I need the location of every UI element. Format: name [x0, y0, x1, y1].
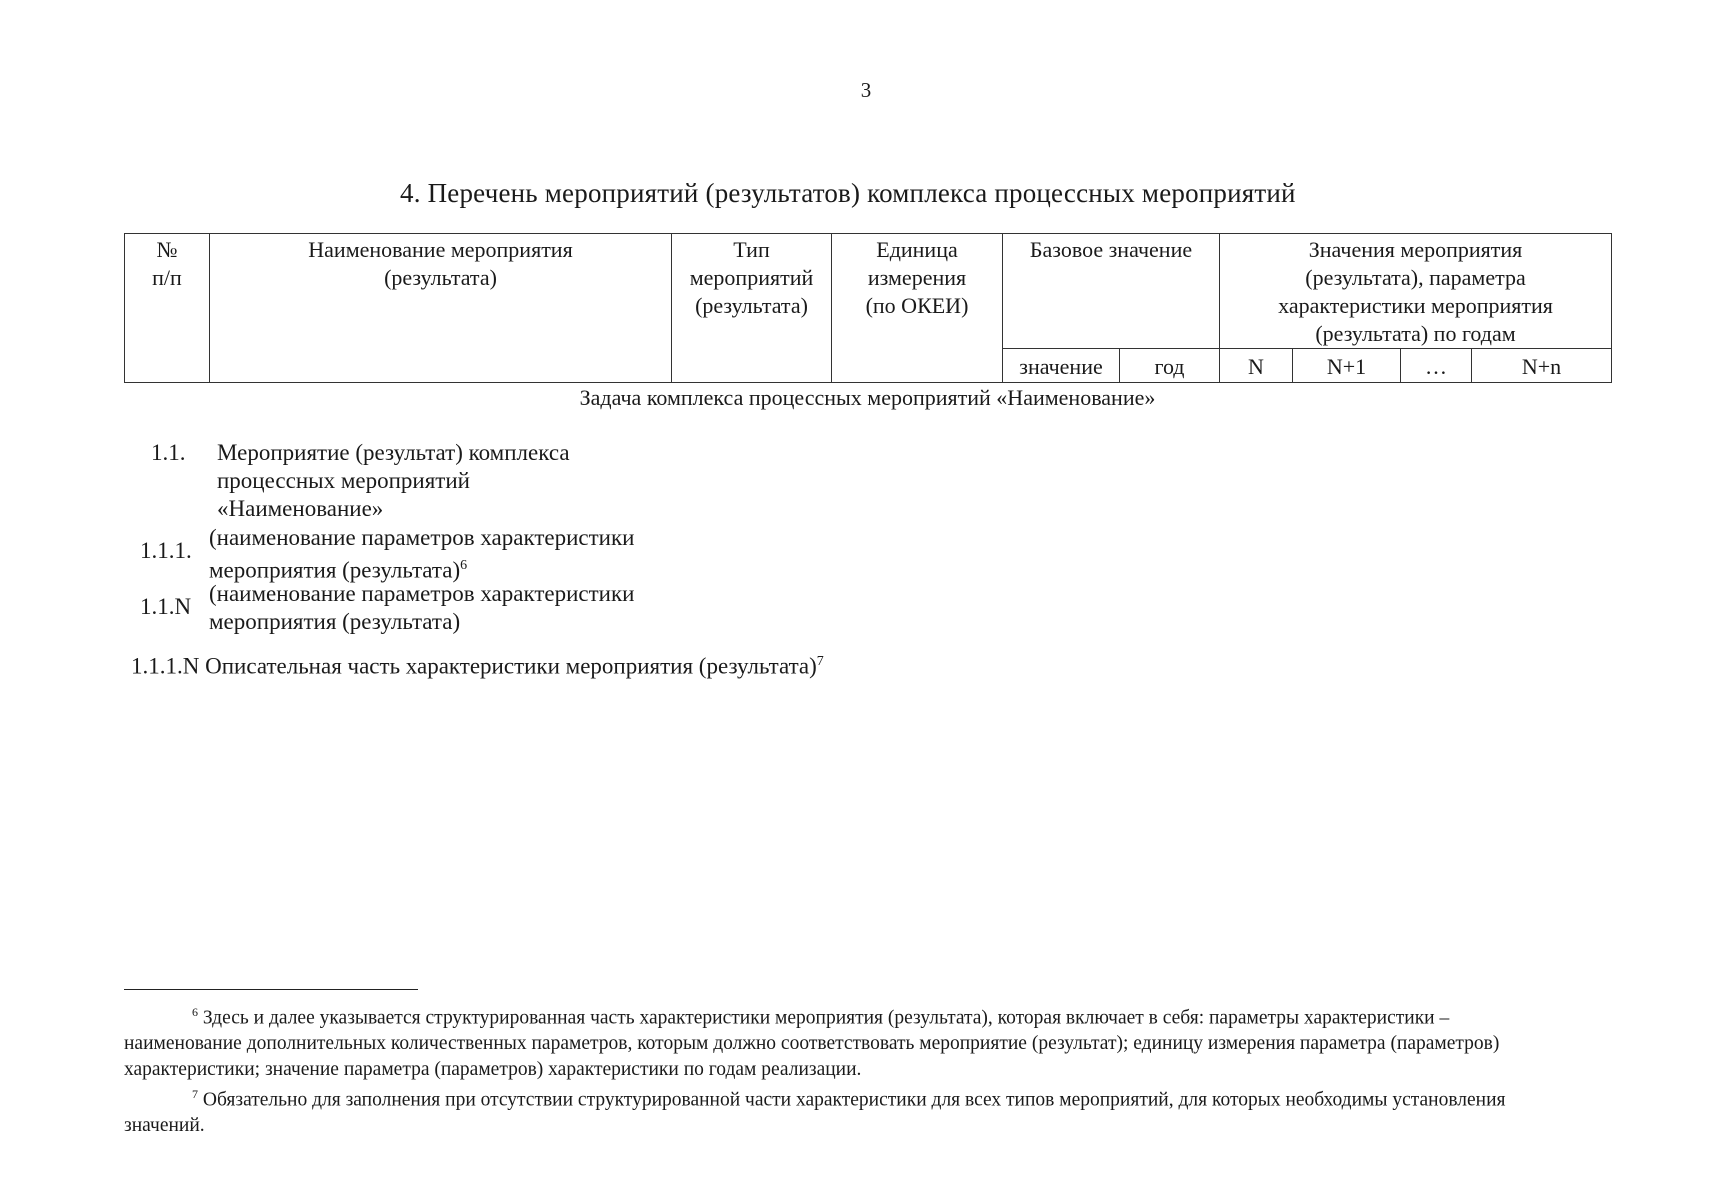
footnote-text: Здесь и далее указывается структурированная часть характеристики мероприятия (результата), которая включает в себя: параметры характеристики – наименование дополнительных количественных параметров, которым должно соответствовать мероприятие (результат); единицу измерения параметра (параметров) характеристики; значение параметра (параметров) характеристики по годам реализации.	[124, 1007, 1500, 1080]
footnote-divider	[124, 989, 418, 990]
item-text: Описательная часть характеристики мероприятия (результата)	[205, 653, 817, 679]
header-name-line: Наименование мероприятия	[308, 237, 573, 262]
list-item	[209, 580, 634, 636]
item-line: мероприятия (результата)	[209, 557, 461, 583]
section-title: 4. Перечень мероприятий (результатов) комплекса процессных мероприятий	[400, 178, 1296, 208]
header-values	[1220, 234, 1612, 349]
item-line: мероприятия (результата)	[209, 609, 461, 634]
header-values-line: Значения мероприятия	[1308, 237, 1523, 262]
item-number: 1.1.1.	[140, 538, 192, 563]
item-number: 1.1.	[151, 440, 186, 465]
header-base: Базовое значение	[1003, 234, 1220, 349]
header-type-line: (результата)	[695, 293, 808, 318]
header-num	[125, 234, 210, 383]
header-unit-line: Единица	[876, 237, 958, 262]
footnote-mark: 7	[192, 1087, 198, 1101]
footnotes	[124, 1000, 1564, 1139]
header-values-line: (результата), параметра	[1305, 265, 1526, 290]
item-number: 1.1.N	[140, 594, 192, 619]
item-line: (наименование параметров характеристики	[209, 525, 635, 550]
header-name	[210, 234, 672, 383]
footnote-ref: 7	[816, 654, 824, 669]
item-line: «Наименование»	[217, 496, 384, 521]
header-unit-line: (по ОКЕИ)	[865, 293, 969, 318]
header-type-line: мероприятий	[689, 265, 814, 290]
header-unit	[832, 234, 1003, 383]
subheader-year-nn: N+n	[1472, 349, 1612, 383]
footnote	[124, 1082, 1564, 1139]
header-values-line: (результата) по годам	[1315, 321, 1516, 346]
list-item	[131, 648, 824, 681]
header-values-line: характеристики мероприятия	[1278, 293, 1553, 318]
item-number: 1.1.1.N	[131, 653, 200, 679]
header-num-line: п/п	[152, 265, 182, 290]
events-table	[124, 233, 1612, 383]
subheader-year-n1: N+1	[1293, 349, 1401, 383]
subheader-year-dots: …	[1401, 349, 1472, 383]
list-item	[217, 439, 570, 523]
item-line: процессных мероприятий	[217, 468, 470, 493]
header-unit-line: измерения	[867, 265, 967, 290]
subheader-base-year: год	[1120, 349, 1220, 383]
footnote	[124, 1000, 1564, 1082]
header-num-line: №	[156, 237, 178, 262]
footnote-mark: 6	[192, 1005, 198, 1019]
list-item	[209, 524, 634, 585]
footnote-ref: 6	[460, 558, 468, 573]
item-line: Мероприятие (результат) комплекса	[217, 440, 570, 465]
subheader-base-value: значение	[1003, 349, 1120, 383]
header-type-line: Тип	[733, 237, 770, 262]
item-line: (наименование параметров характеристики	[209, 581, 635, 606]
footnote-text: Обязательно для заполнения при отсутствии структурированной части характеристики для всех типов мероприятий, для которых необходимы установления значений.	[124, 1089, 1506, 1136]
page-number: 3	[860, 78, 872, 102]
task-line: Задача комплекса процессных мероприятий «Наименование»	[579, 385, 1156, 410]
header-type	[672, 234, 832, 383]
header-name-line: (результата)	[384, 265, 497, 290]
subheader-year-n: N	[1220, 349, 1293, 383]
